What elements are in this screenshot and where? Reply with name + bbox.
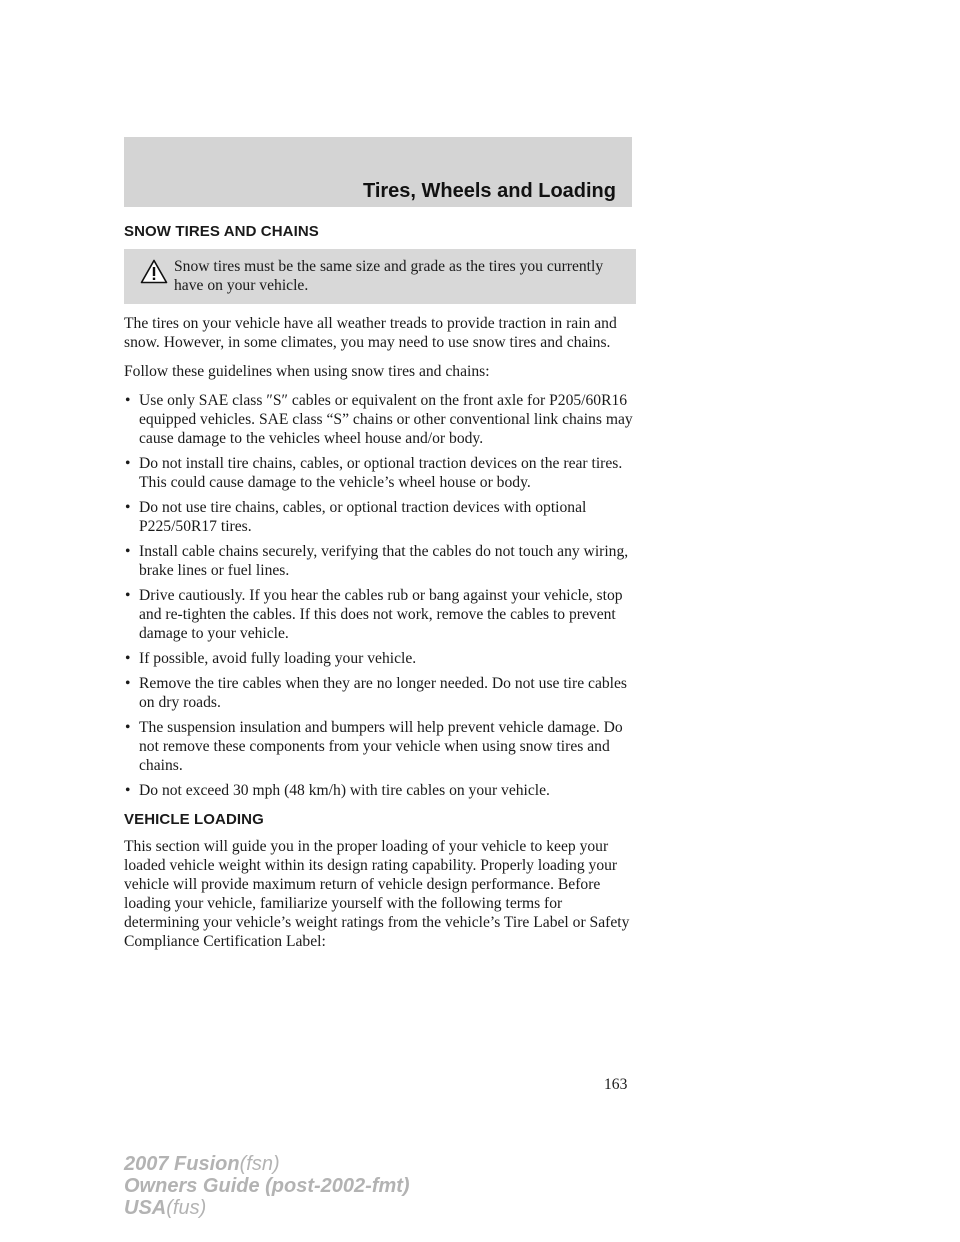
list-item: • Do not exceed 30 mph (48 km/h) with tire cables on your vehicle. — [125, 782, 550, 799]
warning-text: Snow tires must be the same size and grade as the tires you currently have on your vehicle. — [174, 258, 604, 294]
footer-line-market: USA(fus) — [124, 1197, 207, 1219]
list-item: • Do not install tire chains, cables, or optional traction devices on the rear tires. This could cause damage to the vehicle’s wheel house or body. — [125, 455, 623, 491]
intro-paragraph: The tires on your vehicle have all weather treads to provide traction in rain and snow. However, in some climates, you may need to use snow tires and chains. — [124, 315, 617, 351]
page-number: 163 — [604, 1076, 628, 1093]
list-item: • Do not use tire chains, cables, or optional traction devices with optional P225/50R17 tires. — [125, 499, 587, 535]
guidelines-list — [124, 391, 634, 800]
footer-line-guide: Owners Guide (post-2002-fmt) — [124, 1175, 410, 1197]
warning-triangle-icon — [140, 259, 168, 284]
footer-line-model: 2007 Fusion(fsn) — [124, 1153, 280, 1175]
guidelines-lead: Follow these guidelines when using snow tires and chains: — [124, 363, 490, 380]
list-item: • The suspension insulation and bumpers will help prevent vehicle damage. Do not remove these components from your vehicle when using snow tires and chains. — [125, 719, 623, 774]
section-heading-vehicle-loading: VEHICLE LOADING — [124, 811, 264, 828]
list-item: • If possible, avoid fully loading your vehicle. — [125, 650, 417, 667]
section-heading-snow-tires: SNOW TIRES AND CHAINS — [124, 223, 319, 240]
list-item: • Install cable chains securely, verifying that the cables do not touch any wiring, brake lines or fuel lines. — [125, 543, 629, 579]
list-item: • Drive cautiously. If you hear the cables rub or bang against your vehicle, stop and re-tighten the cables. If this does not work, remove the cables to prevent damage to your vehicle. — [125, 587, 623, 642]
list-item: • Remove the tire cables when they are no longer needed. Do not use tire cables on dry roads. — [125, 675, 627, 711]
list-item: • Use only SAE class ″S″ cables or equivalent on the front axle for P205/60R16 equipped vehicles. SAE class “S” chains or other conventional link chains may cause damage to the vehicles wheel house and/or body. — [125, 392, 633, 447]
loading-paragraph: This section will guide you in the proper loading of your vehicle to keep your loaded vehicle weight within its design rating capability. Properly loading your vehicle will provide maximum return of vehicle design performance. Before loading your vehicle, familiarize yourself with the following terms for determining your vehicle’s weight ratings from the vehicle’s Tire Label or Safety Compliance Certification Label: — [124, 838, 630, 950]
footer-metadata — [124, 1153, 410, 1219]
page-header-band — [124, 137, 632, 207]
page-content — [124, 222, 634, 961]
chapter-title: Tires, Wheels and Loading — [362, 180, 616, 202]
warning-box — [124, 249, 636, 304]
